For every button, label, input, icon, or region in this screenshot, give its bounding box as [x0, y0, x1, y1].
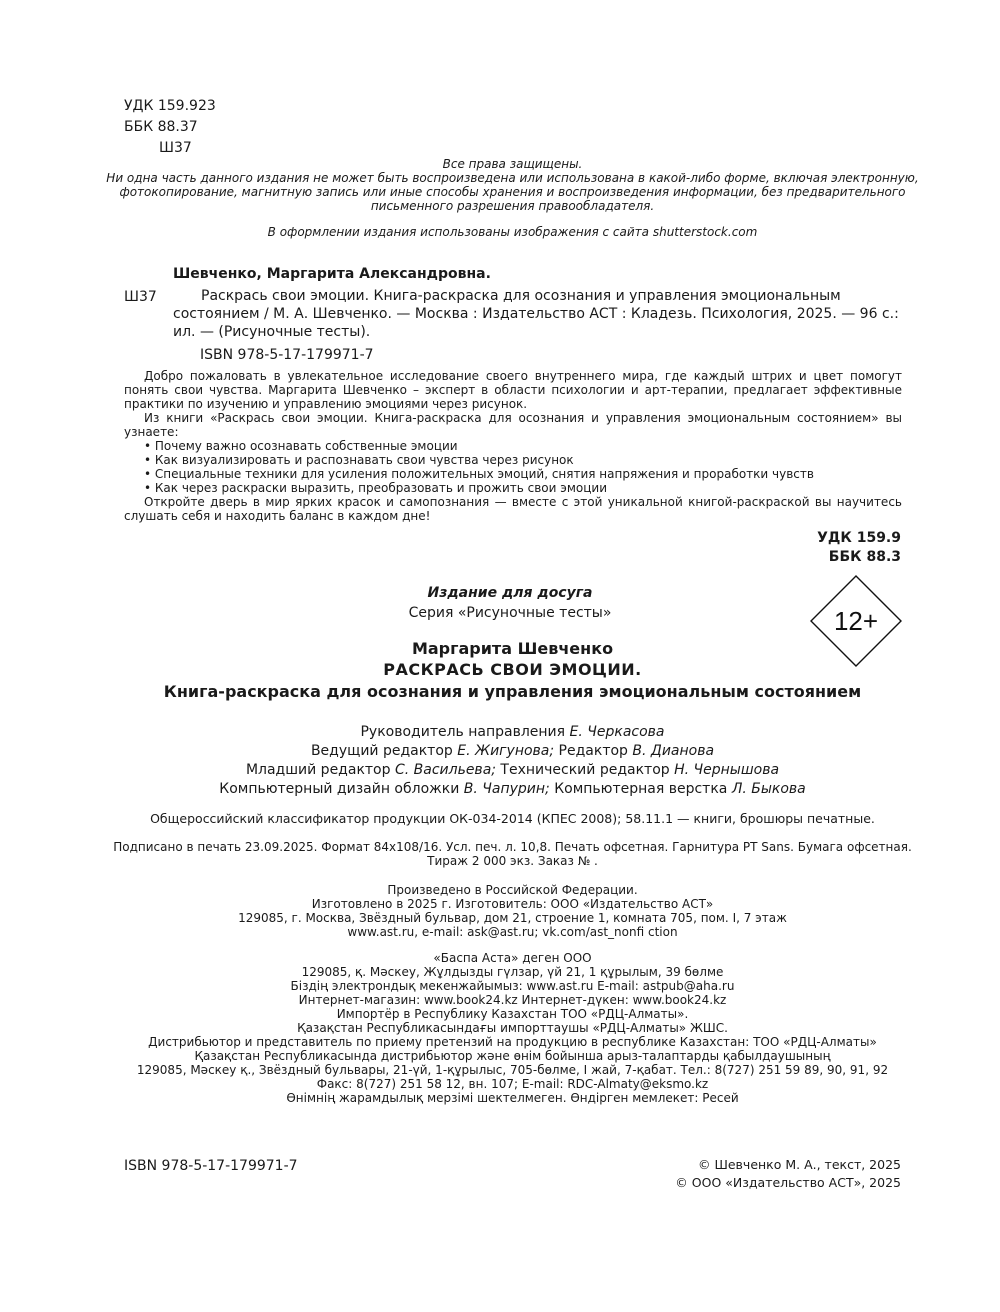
kz-line: Өнімнің жарамдылық мерзімі шектелмеген. Өндірген мемлекет: Ресей: [286, 1091, 739, 1105]
manufacturer-info: [80, 883, 945, 939]
classification-codes: [700, 530, 901, 565]
annotation-paragraph: Добро пожаловать в увлекательное исследование своего внутреннего мира, где каждый штрих и цвет помогут понять свои чувства. Маргарита Шевченко – эксперт в области психологии и арт-терапии, предлагает эффективные практики по изучению и управлению эмоциями через рисунок.: [124, 369, 902, 411]
age-rating-text: 12+: [833, 606, 879, 636]
kazakhstan-info: [80, 951, 945, 1105]
credit-person: Е. Черкасова: [569, 724, 665, 740]
annotation-bullet: • Почему важно осознавать собственные эмоции: [144, 439, 458, 453]
bib-line: ил. — (Рисуночные тесты).: [173, 324, 371, 340]
print-line: Подписано в печать 23.09.2025. Формат 84x108/16. Усл. печ. л. 10,8. Печать офсетная. Гарнитура PT Sans. Бумага офсетная.: [113, 840, 912, 854]
kz-line: 129085, Мәскеу қ., Звёздный бульвары, 21-үй, 1-құрылыс, 705-бөлме, I жай, 7-қабат. Тел.: 8(727) 251 59 89, 90, 91, 92: [136, 1063, 889, 1077]
credit-role: Младший редактор: [245, 762, 395, 778]
print-line: Тираж 2 000 экз. Заказ № .: [427, 854, 598, 868]
bib-line: состоянием / М. А. Шевченко. — Москва : Издательство АСТ : Кладезь. Психология, 2025. — 96 с.:: [173, 306, 899, 322]
kz-line: Қазақстан Республикасында дистрибьютор және өнім бойынша арыз-талаптарды қабылдаушының: [194, 1049, 831, 1063]
credit-person: Е. Жигунова;: [457, 743, 555, 759]
kz-line: Факс: 8(727) 251 58 12, вн. 107; E-mail: RDC-Almaty@eksmo.kz: [316, 1077, 709, 1091]
rights-line: письменного разрешения правообладателя.: [370, 199, 655, 213]
book-title: РАСКРАСЬ СВОИ ЭМОЦИИ.: [383, 660, 642, 679]
rights-line: фотокопирование, магнитную запись или иные способы хранения и воспроизведения информации, без предварительного: [119, 185, 906, 199]
credit-line: [100, 724, 925, 740]
annotation-paragraph: Откройте дверь в мир ярких красок и самопознания — вместе с этой уникальной книгой-раскраской вы научитесь слушать себя и находить баланс в каждом дне!: [124, 495, 902, 523]
credit-person: В. Чапурин;: [463, 781, 550, 797]
credit-line: [100, 781, 925, 797]
bib-author-heading: Шевченко, Маргарита Александровна.: [173, 266, 491, 282]
rights-notice: [100, 157, 925, 239]
credit-role: Редактор: [554, 743, 633, 759]
credit-person: С. Васильева;: [394, 762, 496, 778]
edition-info: [310, 585, 710, 621]
credit-person: В. Дианова: [632, 743, 715, 759]
kz-line: Дистрибьютор и представитель по приему претензий на продукцию в республике Казахстан: ТОО «РДЦ-Алматы»: [148, 1035, 877, 1049]
copyright-block: [600, 1158, 901, 1190]
kz-line: Интернет-магазин: www.book24.kz Интернет-дүкен: www.book24.kz: [298, 993, 727, 1007]
annotation-bullet: • Специальные техники для усиления положительных эмоций, снятия напряжения и проработки чувств: [144, 467, 814, 481]
credit-role: Компьютерный дизайн обложки: [219, 781, 464, 797]
book-subtitle: Книга-раскраска для осознания и управления эмоциональным состоянием: [163, 682, 862, 701]
credit-person: Н. Чернышова: [674, 762, 780, 778]
rights-line: Ни одна часть данного издания не может быть воспроизведена или использована в какой-либо форме, включая электронную,: [106, 171, 919, 185]
credits: [100, 724, 925, 797]
bbk-code: ББК 88.37: [124, 119, 198, 135]
kz-line: 129085, қ. Мәскеу, Жұлдызды гүлзар, үй 21, 1 құрылым, 39 бөлме: [301, 965, 724, 979]
author-sign: Ш37: [159, 140, 192, 156]
kz-line: Импортёр в Республику Казахстан ТОО «РДЦ-Алматы».: [336, 1007, 689, 1021]
manufacturer-line: 129085, г. Москва, Звёздный бульвар, дом 21, строение 1, комната 705, пом. I, 7 этаж: [238, 911, 787, 925]
credit-person: Л. Быкова: [731, 781, 806, 797]
bib-sign: Ш37: [124, 289, 157, 305]
annotation-bullet: • Как визуализировать и распознавать свои чувства через рисунок: [144, 453, 574, 467]
header-codes: [124, 98, 216, 156]
title-block: [100, 640, 925, 701]
credit-role: Технический редактор: [495, 762, 675, 778]
footer-isbn: ISBN 978-5-17-179971-7: [124, 1158, 298, 1174]
author-name: Маргарита Шевченко: [411, 639, 614, 658]
credit-line: [100, 743, 925, 759]
credit-role: Руководитель направления: [360, 724, 570, 740]
bib-line: Раскрась свои эмоции. Книга-раскраска для осознания и управления эмоциональным: [201, 288, 841, 304]
manufacturer-line: www.ast.ru, e-mail: ask@ast.ru; vk.com/ast_nonfi ction: [347, 925, 678, 939]
bib-isbn: ISBN 978-5-17-179971-7: [200, 347, 374, 363]
kz-line: Біздің электрондық мекенжайымыз: www.ast.ru E-mail: astpub@aha.ru: [290, 979, 735, 993]
product-classifier: Общероссийский классификатор продукции ОК-034-2014 (КПЕС 2008); 58.11.1 — книги, брошюры печатные.: [150, 811, 875, 826]
manufacturer-line: Произведено в Российской Федерации.: [387, 883, 638, 897]
udk-short: УДК 159.9: [817, 530, 901, 546]
copyright-line: © ООО «Издательство АСТ», 2025: [675, 1174, 901, 1190]
kz-line: Қазақстан Республикасындағы импорттаушы «РДЦ-Алматы» ЖШС.: [297, 1021, 728, 1035]
print-info: [80, 840, 945, 868]
manufacturer-line: Изготовлено в 2025 г. Изготовитель: ООО «Издательство АСТ»: [311, 897, 714, 911]
series-name: Серия «Рисуночные тесты»: [408, 605, 612, 621]
edition-type: Издание для досуга: [427, 585, 593, 601]
copyright-line: © Шевченко М. А., текст, 2025: [698, 1157, 901, 1172]
bbk-short: ББК 88.3: [828, 549, 901, 565]
udk-code: УДК 159.923: [124, 98, 216, 114]
annotation: [124, 369, 902, 523]
annotation-bullet: • Как через раскраски выразить, преобразовать и прожить свои эмоции: [144, 481, 607, 495]
annotation-paragraph: Из книги «Раскрась свои эмоции. Книга-раскраска для осознания и управления эмоциональным состоянием» вы узнаете:: [124, 411, 902, 439]
credit-role: Ведущий редактор: [310, 743, 458, 759]
bib-description: [173, 288, 901, 340]
rights-line: Все права защищены.: [442, 157, 583, 171]
kz-line: «Баспа Аста» деген ООО: [433, 951, 592, 965]
credit-line: [100, 762, 925, 778]
credit-role: Компьютерная верстка: [549, 781, 732, 797]
images-credit: В оформлении издания использованы изображения с сайта shutterstock.com: [267, 225, 758, 239]
